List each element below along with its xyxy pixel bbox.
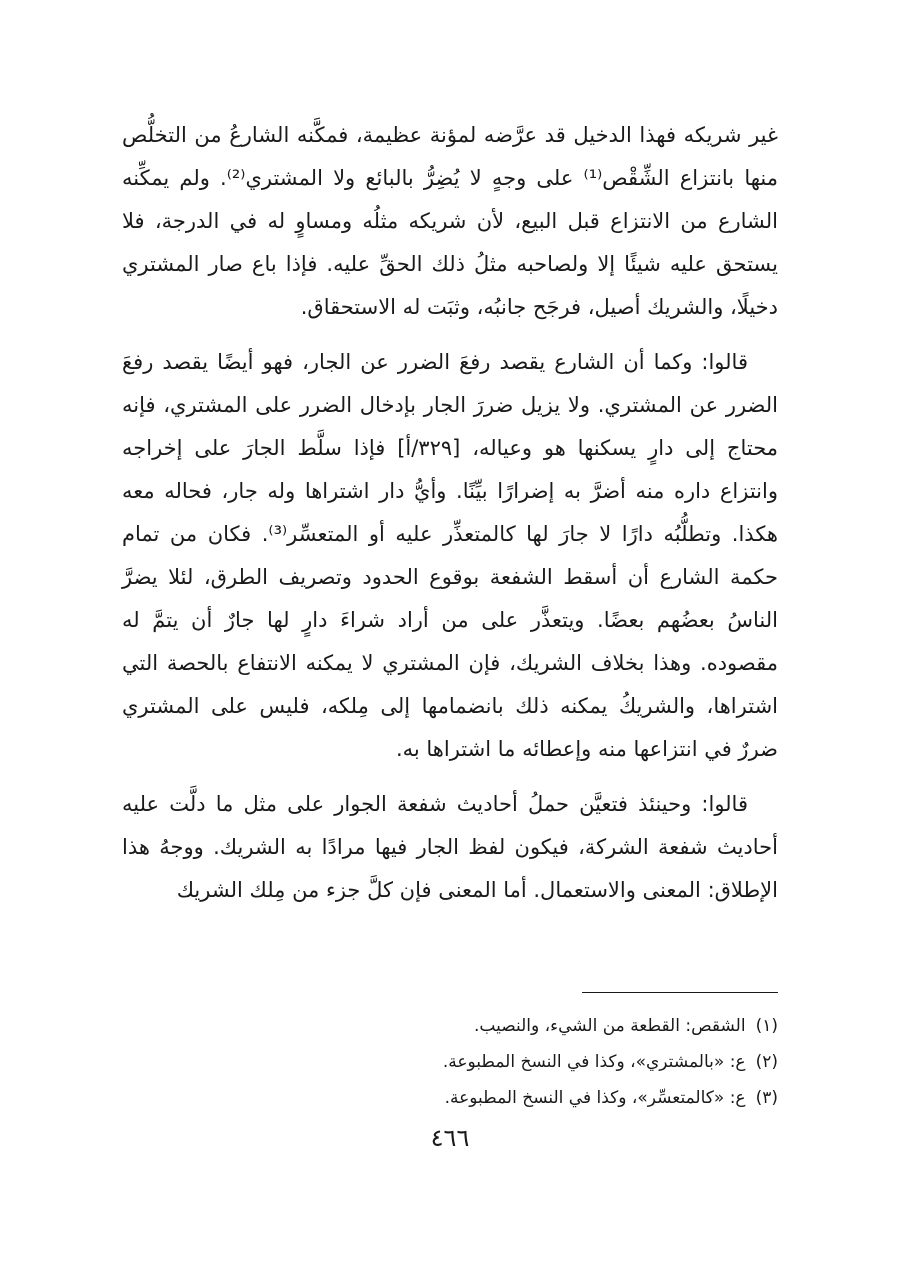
paragraph-2: قالوا: وكما أن الشارع يقصد رفعَ الضرر عن الجار، فهو أيضًا يقصد رفعَ الضرر عن المشتري. ولا يزيل ضررَ الجار بإدخال الضرر على المشتري، فإنه محتاج إلى دارٍ يسكنها هو وعياله، [٣٢٩/أ] فإذا سلَّط الجارَ على إخراجه وانتزاع داره منه أضرَّ به إضرارًا بيِّنًا. وأيُّ دار اشتراها وله جار، فحاله معه هكذا. وتطلُّبُه دارًا لا جارَ لها كالمتعذِّر عليه أو المتعسِّر⁽³⁾. فكان من تمام حكمة الشارع أن أسقط الشفعة بوقوع الحدود وتصريف الطرق، لئلا يضرَّ الناسُ بعضُهم بعضًا. ويتعذَّر على من أراد شراءَ دارٍ لها جارٌ أن يتمَّ له مقصوده. وهذا بخلاف الشريك، فإن المشتري لا يمكنه الانتفاع بالحصة التي اشتراها، والشريكُ يمكنه ذلك بانضمامها إلى مِلكه، فليس على المشتري ضررٌ في انتزاعها منه وإعطائه ما اشتراها به. — [122, 350, 779, 761]
footnote-number: (١) — [755, 1016, 778, 1036]
page-number: ٤٦٦ — [430, 1124, 470, 1152]
footnote-text: ع: «بالمشتري»، وكذا في النسخ المطبوعة. — [442, 1052, 746, 1072]
footnote-1 — [300, 1008, 778, 1044]
footnote-2 — [300, 1044, 778, 1080]
paragraph-1: غير شريكه فهذا الدخيل قد عرَّضه لمؤنة عظيمة، فمكَّنه الشارعُ من التخلُّص منها بانتزاع الشِّقْص⁽¹⁾ على وجهٍ لا يُضِرُّ بالبائع ولا المشتري⁽²⁾. ولم يمكِّنه الشارع من الانتزاع قبل البيع، لأن شريكه مثلُه ومساوٍ له في الدرجة، فلا يستحق عليه شيئًا إلا ولصاحبه مثلُ ذلك الحقِّ عليه. فإذا باع صار المشتري دخيلًا، والشريك أصيل، فرجَح جانبُه، وثبَت له الاستحقاق. — [122, 123, 778, 319]
paragraph-3: قالوا: وحينئذ فتعيَّن حملُ أحاديث شفعة الجوار على مثل ما دلَّت عليه أحاديث شفعة الشركة، فيكون لفظ الجار فيها مرادًا به الشريك. ووجهُ هذا الإطلاق: المعنى والاستعمال. أما المعنى فإن كلَّ جزء من مِلك الشريك — [122, 792, 778, 902]
main-text — [122, 114, 778, 924]
footnote-3 — [300, 1080, 778, 1116]
footnote-number: (٢) — [755, 1052, 778, 1072]
footnote-text: ع: «كالمتعسِّر»، وكذا في النسخ المطبوعة. — [444, 1088, 746, 1108]
footnotes — [300, 1008, 778, 1116]
footnote-text: الشقص: القطعة من الشيء، والنصيب. — [474, 1016, 746, 1036]
footnote-number: (٣) — [755, 1088, 778, 1108]
footnote-separator — [582, 992, 778, 993]
